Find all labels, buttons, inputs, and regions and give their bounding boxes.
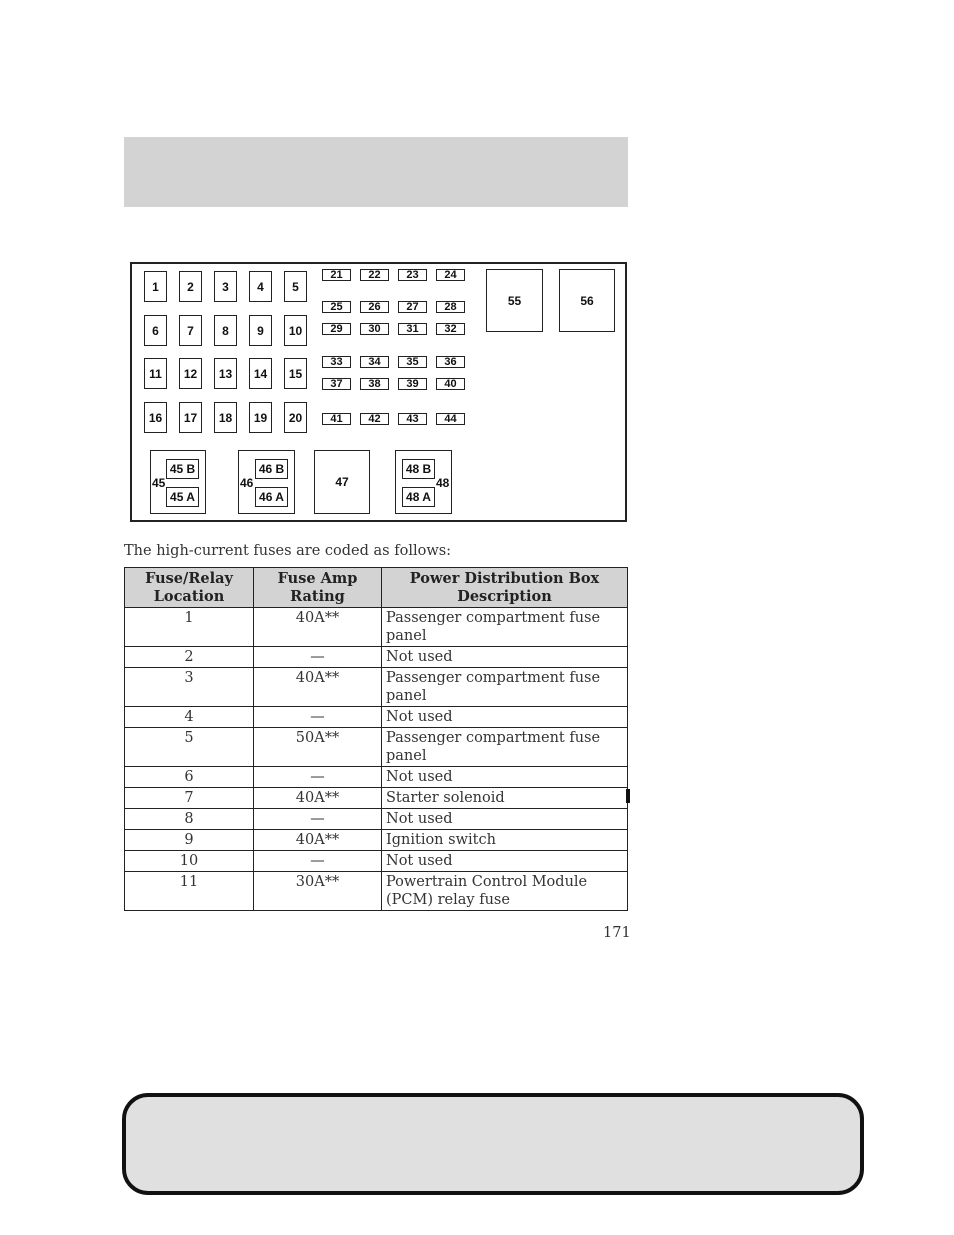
table-row xyxy=(125,668,628,707)
table-row xyxy=(125,647,628,668)
table-row xyxy=(125,809,628,830)
mini-fuse-40: 40 xyxy=(436,378,465,390)
fuse-6: 6 xyxy=(144,315,167,346)
header-rating: Fuse Amp Rating xyxy=(254,568,382,608)
fuse-9: 9 xyxy=(249,315,272,346)
fuse-12: 12 xyxy=(179,358,202,389)
mini-fuse-33: 33 xyxy=(322,356,351,368)
row-location: 5 xyxy=(125,728,254,767)
fuse-15: 15 xyxy=(284,358,307,389)
section-header-band xyxy=(124,137,628,207)
mini-fuse-25: 25 xyxy=(322,301,351,313)
row-location: 3 xyxy=(125,668,254,707)
table-row xyxy=(125,767,628,788)
row-description: Not used xyxy=(382,809,628,830)
table-row xyxy=(125,788,628,809)
table-row xyxy=(125,608,628,647)
mini-fuse-43: 43 xyxy=(398,413,427,425)
mini-fuse-38: 38 xyxy=(360,378,389,390)
relay-46b: 46 B xyxy=(255,459,288,479)
fuse-19: 19 xyxy=(249,402,272,433)
relay-48b: 48 B xyxy=(402,459,435,479)
mini-fuse-39: 39 xyxy=(398,378,427,390)
relay-56: 56 xyxy=(559,269,615,332)
row-description: Starter solenoid xyxy=(382,788,628,809)
mini-fuse-24: 24 xyxy=(436,269,465,281)
row-description: Not used xyxy=(382,707,628,728)
table-row xyxy=(125,728,628,767)
mini-fuse-29: 29 xyxy=(322,323,351,335)
fuse-3: 3 xyxy=(214,271,237,302)
fuse-10: 10 xyxy=(284,315,307,346)
row-rating: — xyxy=(254,647,382,668)
row-location: 11 xyxy=(125,872,254,911)
mini-fuse-23: 23 xyxy=(398,269,427,281)
relay-47: 47 xyxy=(314,450,370,514)
fuse-18: 18 xyxy=(214,402,237,433)
mini-fuse-37: 37 xyxy=(322,378,351,390)
fuse-4: 4 xyxy=(249,271,272,302)
table-row xyxy=(125,830,628,851)
mini-fuse-26: 26 xyxy=(360,301,389,313)
row-description: Not used xyxy=(382,647,628,668)
row-description: Ignition switch xyxy=(382,830,628,851)
table-header-row xyxy=(125,568,628,608)
row-description: Powertrain Control Module (PCM) relay fuse xyxy=(382,872,628,911)
row-description: Not used xyxy=(382,767,628,788)
row-location: 10 xyxy=(125,851,254,872)
row-rating: — xyxy=(254,809,382,830)
row-location: 8 xyxy=(125,809,254,830)
row-rating: — xyxy=(254,707,382,728)
header-location: Fuse/Relay Location xyxy=(125,568,254,608)
fuse-1: 1 xyxy=(144,271,167,302)
fuse-5: 5 xyxy=(284,271,307,302)
relay-group-48-label: 48 xyxy=(436,476,450,490)
relay-group-45-label: 45 xyxy=(152,476,166,490)
row-location: 7 xyxy=(125,788,254,809)
row-description: Passenger compartment fuse panel xyxy=(382,608,628,647)
mini-fuse-21: 21 xyxy=(322,269,351,281)
fuse-20: 20 xyxy=(284,402,307,433)
row-description: Passenger compartment fuse panel xyxy=(382,728,628,767)
row-rating: 50A** xyxy=(254,728,382,767)
mini-fuse-32: 32 xyxy=(436,323,465,335)
relay-46a: 46 A xyxy=(255,487,288,507)
mini-fuse-30: 30 xyxy=(360,323,389,335)
footer-box xyxy=(122,1093,864,1195)
fuse-13: 13 xyxy=(214,358,237,389)
row-description: Not used xyxy=(382,851,628,872)
mini-fuse-41: 41 xyxy=(322,413,351,425)
fuse-8: 8 xyxy=(214,315,237,346)
mini-fuse-42: 42 xyxy=(360,413,389,425)
mini-fuse-44: 44 xyxy=(436,413,465,425)
fuse-table xyxy=(124,567,628,911)
mini-fuse-27: 27 xyxy=(398,301,427,313)
row-location: 9 xyxy=(125,830,254,851)
mini-fuse-22: 22 xyxy=(360,269,389,281)
row-rating: — xyxy=(254,851,382,872)
table-row xyxy=(125,851,628,872)
mini-fuse-35: 35 xyxy=(398,356,427,368)
row-rating: 40A** xyxy=(254,830,382,851)
row-location: 6 xyxy=(125,767,254,788)
table-row xyxy=(125,872,628,911)
row-rating: 30A** xyxy=(254,872,382,911)
relay-45a: 45 A xyxy=(166,487,199,507)
fuse-16: 16 xyxy=(144,402,167,433)
intro-text: The high-current fuses are coded as follows: xyxy=(124,543,452,559)
header-description: Power Distribution Box Description xyxy=(382,568,628,608)
relay-group-46-label: 46 xyxy=(240,476,254,490)
row-rating: — xyxy=(254,767,382,788)
row-rating: 40A** xyxy=(254,788,382,809)
fuse-17: 17 xyxy=(179,402,202,433)
mini-fuse-36: 36 xyxy=(436,356,465,368)
mini-fuse-31: 31 xyxy=(398,323,427,335)
relay-55: 55 xyxy=(486,269,543,332)
row-location: 2 xyxy=(125,647,254,668)
mini-fuse-34: 34 xyxy=(360,356,389,368)
relay-45b: 45 B xyxy=(166,459,199,479)
row-rating: 40A** xyxy=(254,668,382,707)
fuse-14: 14 xyxy=(249,358,272,389)
mini-fuse-28: 28 xyxy=(436,301,465,313)
row-location: 4 xyxy=(125,707,254,728)
fuse-7: 7 xyxy=(179,315,202,346)
row-location: 1 xyxy=(125,608,254,647)
table-row xyxy=(125,707,628,728)
fuse-2: 2 xyxy=(179,271,202,302)
relay-48a: 48 A xyxy=(402,487,435,507)
fuse-box-diagram xyxy=(130,262,627,522)
row-rating: 40A** xyxy=(254,608,382,647)
change-bar-marker xyxy=(626,789,630,803)
row-description: Passenger compartment fuse panel xyxy=(382,668,628,707)
fuse-11: 11 xyxy=(144,358,167,389)
page-number: 171 xyxy=(603,925,631,941)
